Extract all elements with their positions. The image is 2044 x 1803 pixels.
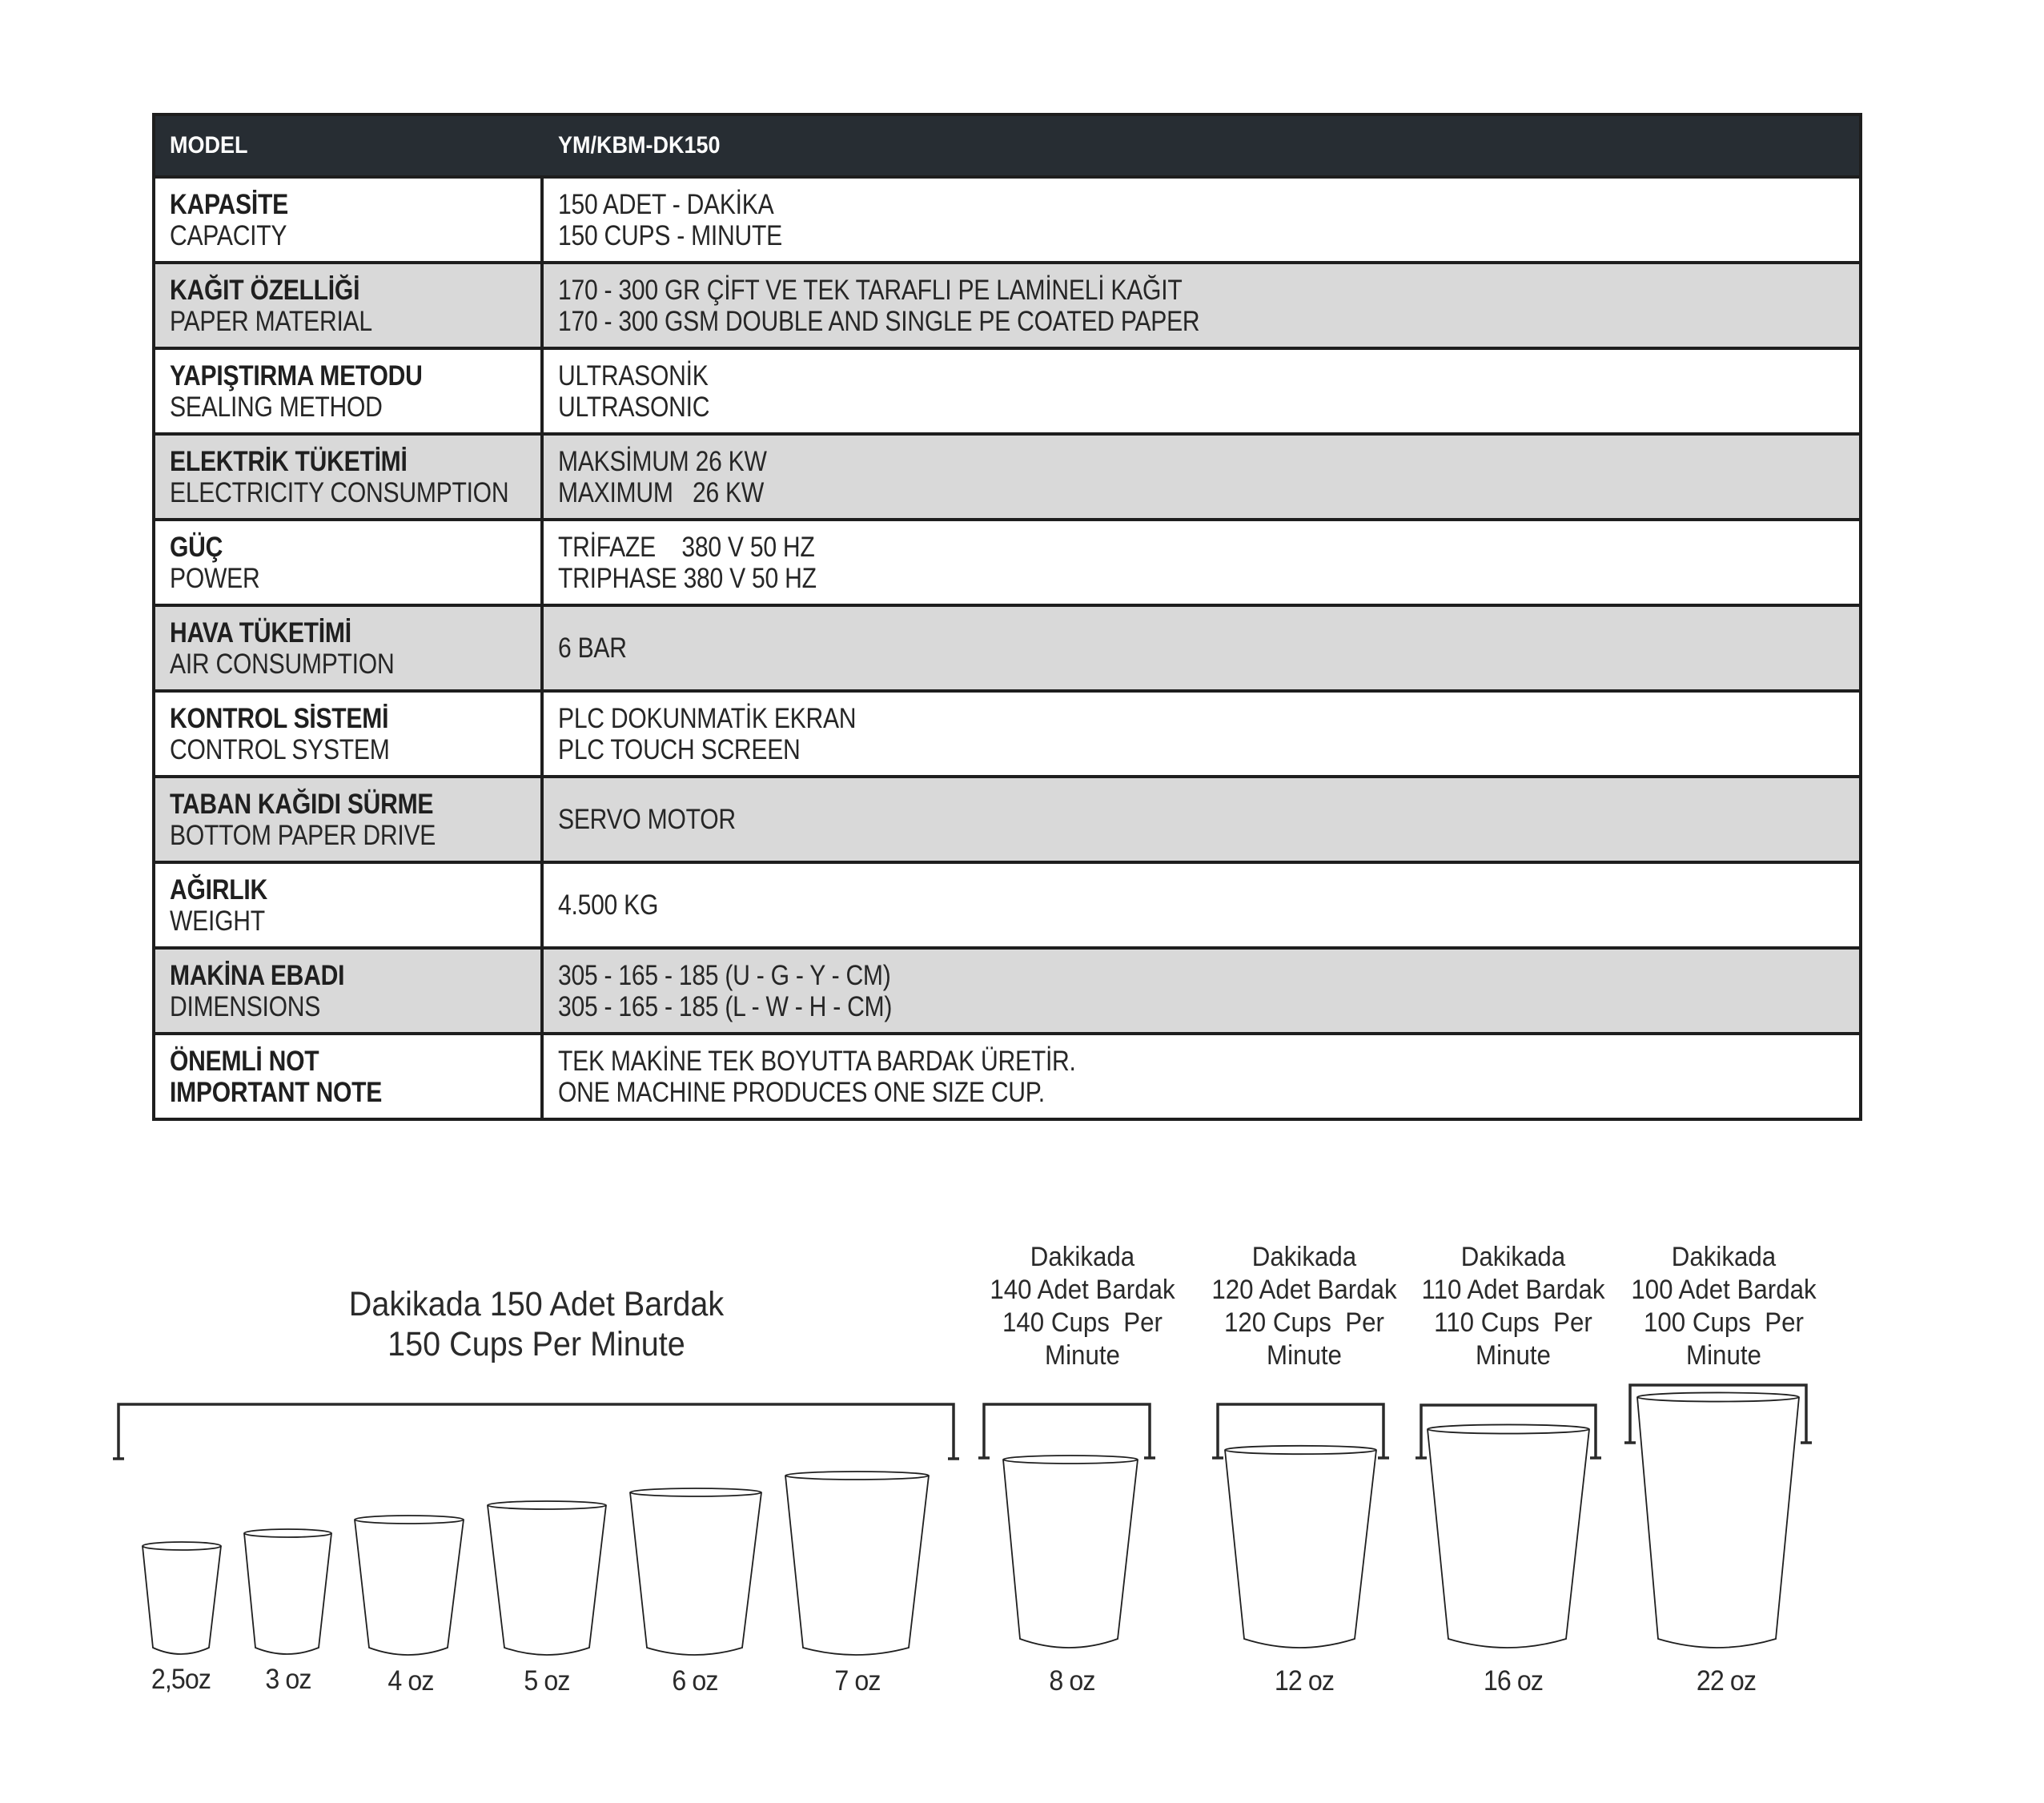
title-line: 140 Adet Bardak — [990, 1275, 1175, 1305]
row-value-en: 170 - 300 GSM DOUBLE AND SINGLE PE COATED PAPER — [558, 305, 1200, 337]
cup-size-label: 7 oz — [834, 1665, 881, 1697]
title-line: Dakikada — [1460, 1242, 1566, 1272]
cup-12oz — [1225, 1446, 1376, 1648]
row-label-tr: YAPIŞTIRMA METODU — [170, 359, 423, 392]
cup-body — [1003, 1460, 1138, 1648]
cup-body — [630, 1492, 761, 1655]
cup-body — [244, 1533, 331, 1654]
title-line: Dakikada — [1030, 1242, 1135, 1272]
bracket-140 — [978, 1404, 1155, 1458]
title-line: Dakikada — [1671, 1242, 1777, 1272]
cup-rim — [1637, 1392, 1799, 1401]
header-label: MODEL — [170, 132, 248, 159]
cup-6oz — [630, 1488, 761, 1655]
cup-body — [143, 1546, 221, 1654]
cup-rim — [1003, 1456, 1138, 1464]
title-line: Minute — [1267, 1340, 1342, 1371]
cup-8oz — [1003, 1456, 1138, 1648]
cup-rim — [630, 1488, 761, 1496]
title-line: Minute — [1045, 1340, 1120, 1371]
row-value-tr: PLC DOKUNMATİK EKRAN — [558, 702, 857, 734]
row-value: 6 BAR — [558, 632, 627, 664]
row-label-tr: ÖNEMLİ NOT — [170, 1045, 319, 1077]
bracket-150 — [113, 1404, 959, 1459]
title-line: Dakikada 150 Adet Bardak — [348, 1285, 725, 1323]
row-label-tr: KAPASİTE — [170, 188, 288, 220]
cup-size-label: 8 oz — [1049, 1665, 1095, 1697]
cup-size-label: 4 oz — [388, 1665, 434, 1697]
cup-body — [1225, 1450, 1376, 1648]
group-title-120 — [1211, 1241, 1396, 1372]
title-line: Minute — [1686, 1340, 1761, 1371]
group-title-150 — [349, 1284, 724, 1364]
title-line: 110 Cups Per — [1434, 1307, 1592, 1338]
row-value-tr: TRİFAZE 380 V 50 HZ — [558, 531, 815, 563]
row-label-tr: AĞIRLIK — [170, 873, 267, 906]
row-label-en: WEIGHT — [170, 905, 265, 937]
cup-5oz — [488, 1501, 606, 1655]
row-value-tr: MAKSİMUM 26 KW — [558, 445, 767, 477]
row-value-tr: TEK MAKİNE TEK BOYUTTA BARDAK ÜRETİR. — [558, 1045, 1076, 1077]
row-label-en: CAPACITY — [170, 219, 287, 251]
row-label-tr: KONTROL SİSTEMİ — [170, 702, 389, 734]
model-value: YM/KBM-DK150 — [558, 132, 721, 159]
row-value-tr: 305 - 165 - 185 (U - G - Y - CM) — [558, 959, 891, 991]
row-label-tr: MAKİNA EBADI — [170, 959, 345, 991]
cup-size-label: 5 oz — [524, 1665, 570, 1697]
row-value-en: ONE MACHINE PRODUCES ONE SIZE CUP. — [558, 1076, 1045, 1108]
title-line: Dakikada — [1251, 1242, 1357, 1272]
row-label-en: SEALING METHOD — [170, 391, 383, 423]
title-line: Minute — [1476, 1340, 1551, 1371]
row-label-tr: HAVA TÜKETİMİ — [170, 616, 351, 649]
row-label-en: DIMENSIONS — [170, 990, 321, 1022]
row-value: SERVO MOTOR — [558, 804, 736, 835]
title-line: 110 Adet Bardak — [1421, 1275, 1605, 1305]
title-line: 150 Cups Per Minute — [388, 1325, 685, 1363]
cup-rim — [488, 1501, 606, 1509]
row-value-en: TRIPHASE 380 V 50 HZ — [558, 562, 817, 594]
cup-rim — [1428, 1424, 1589, 1433]
cup-size-label: 6 oz — [672, 1665, 718, 1697]
cup-body — [355, 1520, 464, 1655]
cup-rim — [785, 1472, 929, 1480]
row-label-en: CONTROL SYSTEM — [170, 733, 390, 765]
cup-25oz — [143, 1542, 221, 1654]
row-label-en: PAPER MATERIAL — [170, 305, 372, 337]
row-label-tr: TABAN KAĞIDI SÜRME — [170, 788, 434, 820]
cup-rim — [244, 1529, 331, 1537]
title-line: 100 Adet Bardak — [1631, 1275, 1817, 1305]
cup-22oz — [1637, 1392, 1799, 1648]
cup-body — [1637, 1397, 1799, 1648]
cup-body — [488, 1505, 606, 1655]
row-value-tr: 170 - 300 GR ÇİFT VE TEK TARAFLI PE LAMİNELİ KAĞIT — [558, 274, 1183, 306]
row-label-en: BOTTOM PAPER DRIVE — [170, 819, 436, 851]
cup-size-label: 3 oz — [265, 1664, 311, 1695]
cup-rim — [1225, 1446, 1376, 1454]
cup-3oz — [244, 1529, 331, 1654]
group-title-100 — [1631, 1241, 1816, 1372]
cup-body — [1428, 1429, 1589, 1648]
row-label-en: IMPORTANT NOTE — [170, 1076, 383, 1108]
row-value: 4.500 KG — [558, 889, 659, 921]
cup-size-label: 12 oz — [1274, 1665, 1335, 1697]
row-value-en: PLC TOUCH SCREEN — [558, 733, 801, 765]
cup-size-label: 22 oz — [1696, 1665, 1757, 1697]
row-label-tr: GÜÇ — [170, 531, 223, 563]
cup-16oz — [1428, 1424, 1589, 1648]
row-value-en: ULTRASONIC — [558, 391, 710, 423]
cup-size-label: 2,5oz — [151, 1664, 211, 1695]
row-value-tr: ULTRASONİK — [558, 359, 709, 392]
title-line: 120 Cups Per — [1224, 1307, 1384, 1338]
cup-7oz — [785, 1472, 929, 1655]
cup-size-label: 16 oz — [1483, 1665, 1544, 1697]
cups — [143, 1392, 1799, 1655]
cup-rim — [355, 1516, 464, 1524]
title-line: 120 Adet Bardak — [1211, 1275, 1397, 1305]
row-label-en: AIR CONSUMPTION — [170, 648, 395, 680]
cup-rim — [143, 1542, 221, 1550]
row-label-en: ELECTRICITY CONSUMPTION — [170, 476, 509, 508]
row-value-en: 150 CUPS - MINUTE — [558, 219, 782, 251]
row-label-tr: ELEKTRİK TÜKETİMİ — [170, 445, 408, 477]
cup-body — [785, 1476, 929, 1655]
title-line: 100 Cups Per — [1644, 1307, 1804, 1338]
group-title-110 — [1422, 1241, 1605, 1372]
row-value-en: 305 - 165 - 185 (L - W - H - CM) — [558, 990, 893, 1022]
cup-4oz — [355, 1516, 464, 1655]
row-label-tr: KAĞIT ÖZELLİĞİ — [170, 274, 360, 306]
title-line: 140 Cups Per — [1002, 1307, 1163, 1338]
row-value-en: MAXIMUM 26 KW — [558, 476, 765, 508]
row-value-tr: 150 ADET - DAKİKA — [558, 188, 774, 220]
row-label-en: POWER — [170, 562, 260, 594]
group-title-140 — [990, 1241, 1175, 1372]
